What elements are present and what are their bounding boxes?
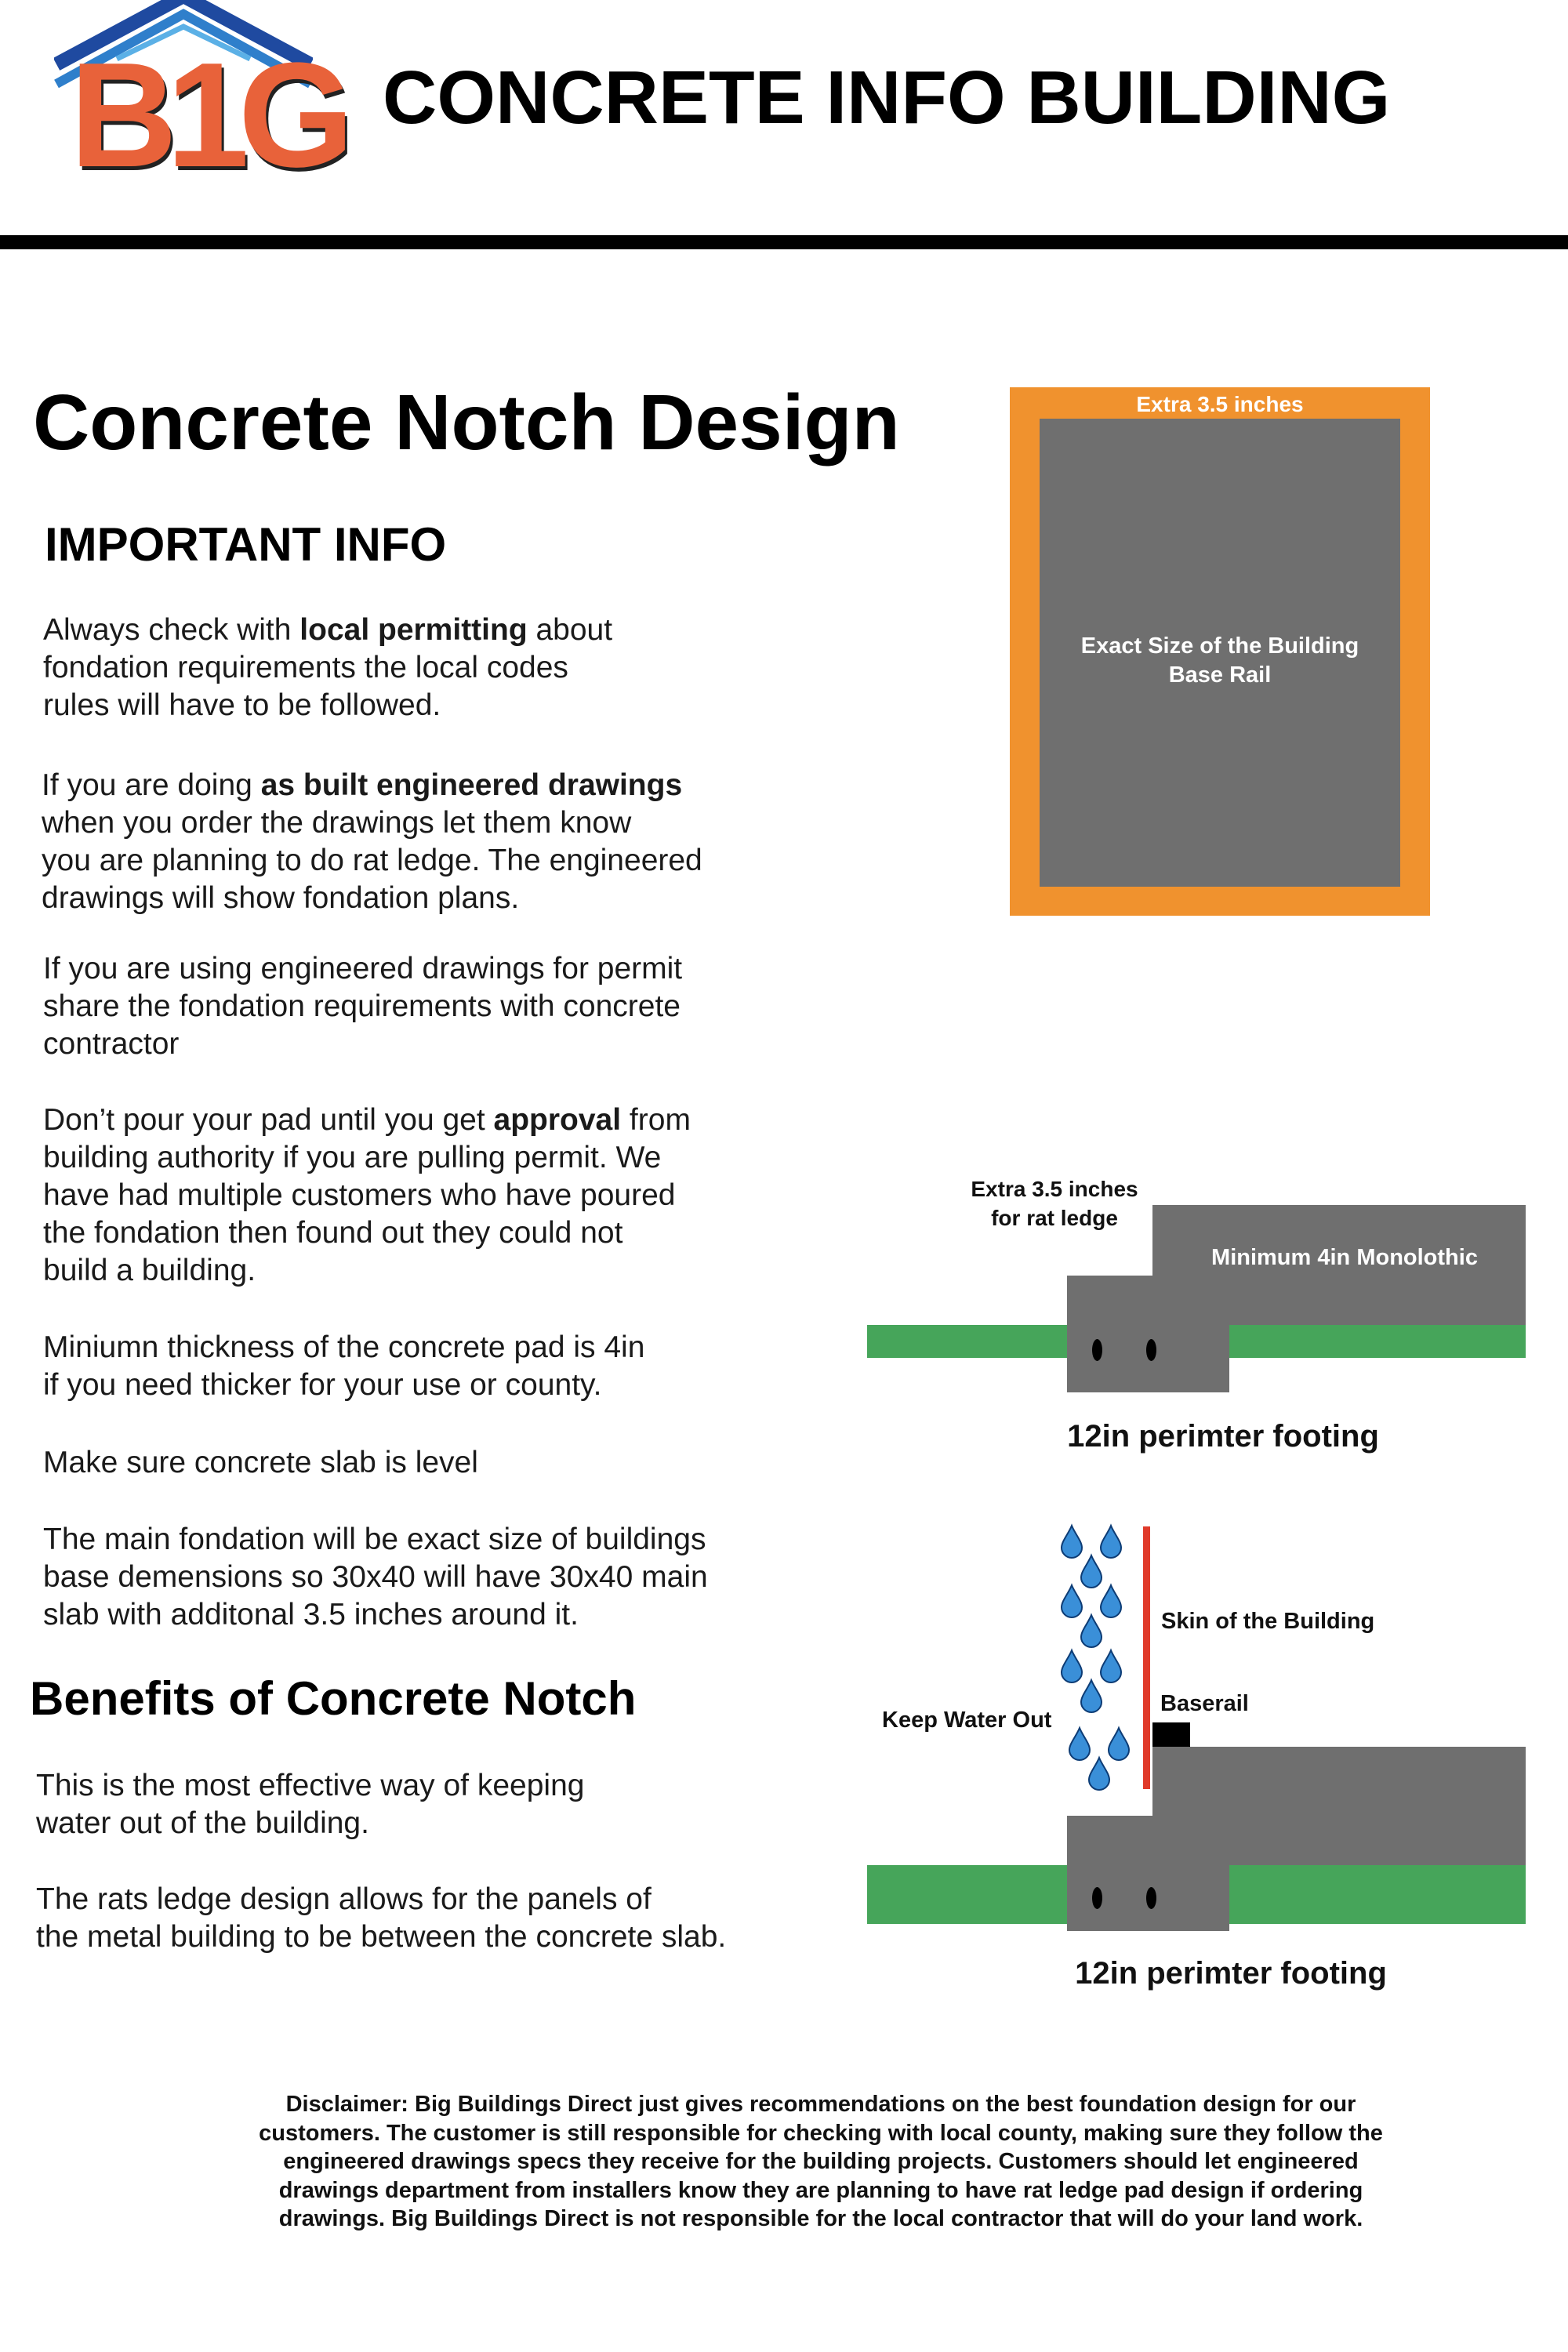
pad-inner-label: Exact Size of the Building Base Rail: [1080, 633, 1359, 688]
text: from building authority if you are pulling permit. We have had multiple customers who have poured the fondation then found out they could not build a building.: [43, 1103, 691, 1287]
water-drop-icon: [1069, 1728, 1090, 1760]
water-drop-icon: [1101, 1526, 1121, 1558]
water-drop-icon: [1081, 1555, 1102, 1588]
text: when you order the drawings let them know you are planning to do rat ledge. The engineered drawings will show fondation plans.: [42, 806, 702, 915]
info-paragraph: [43, 950, 682, 1063]
info-paragraph: [43, 1329, 644, 1404]
header-divider: [0, 235, 1568, 249]
footing-caption: 12in perimter footing: [1067, 1419, 1379, 1454]
perimeter-footing: [1067, 1816, 1229, 1931]
page-title: Concrete Notch Design: [33, 379, 900, 466]
skin-label: Skin of the Building: [1161, 1609, 1375, 1634]
logo-text: B1G: [70, 32, 343, 198]
rat-ledge-label: Extra 3.5 inches for rat ledge: [971, 1177, 1138, 1230]
text: Make sure concrete slab is level: [43, 1446, 478, 1479]
rebar-dot: [1092, 1339, 1102, 1361]
water-drop-icon: [1062, 1526, 1082, 1558]
water-drop-icon: [1109, 1728, 1129, 1760]
emphasis: local permitting: [299, 613, 528, 647]
text: If you are using engineered drawings for permit share the fondation requirements with concrete contractor: [43, 952, 683, 1061]
water-drop-icon: [1081, 1615, 1102, 1647]
text: about fondation requirements the local codes rules will have to be followed.: [43, 613, 613, 722]
header-title: CONCRETE INFO BUILDING: [383, 56, 1391, 140]
slab-label: Minimum 4in Monolothic: [1211, 1245, 1478, 1270]
benefit-paragraph: The rats ledge design allows for the panels of the metal building to be between the concrete slab.: [36, 1882, 727, 1954]
pad-inner-building-area: [1040, 419, 1400, 887]
text: Always check with: [43, 613, 300, 647]
text: Miniumn thickness of the concrete pad is 4in if you need thicker for your use or county.: [43, 1330, 645, 1402]
logo: [54, 0, 343, 198]
benefits-heading: Benefits of Concrete Notch: [30, 1672, 637, 1725]
benefit-paragraph: This is the most effective way of keeping water out of the building.: [36, 1769, 585, 1840]
water-drop-icon: [1101, 1585, 1121, 1617]
text: Don’t pour your pad until you get: [43, 1103, 494, 1137]
disclaimer: Disclaimer: Big Buildings Direct just gives recommendations on the best foundation design for our customers. The customer is still responsible for checking with local county, making sure they follow the engineered drawings specs they receive for the building projects. Customers should let engineered drawings department from installers know they are planning to have rat ledge pad design if ordering drawings. Big Buildings Direct is not responsible for the local contractor that will do your land work.: [259, 2092, 1383, 2231]
emphasis: as built engineered drawings: [260, 768, 683, 802]
water-drop-icon: [1062, 1585, 1082, 1617]
footing-caption: 12in perimter footing: [1075, 1956, 1387, 1991]
emphasis: approval: [493, 1103, 622, 1137]
water-drop-icon: [1101, 1650, 1121, 1682]
water-label: Keep Water Out: [882, 1708, 1052, 1733]
baserail-label: Baserail: [1160, 1691, 1249, 1716]
info-paragraph: [43, 612, 612, 724]
water-drop-icon: [1081, 1680, 1102, 1712]
info-paragraph: [43, 1521, 708, 1634]
text: If you are doing: [42, 768, 261, 802]
building-skin-line: [1143, 1526, 1150, 1789]
baserail: [1152, 1722, 1190, 1747]
water-drop-icon: [1089, 1758, 1109, 1790]
info-paragraph: [43, 1444, 478, 1482]
rebar-dot: [1146, 1887, 1156, 1909]
rebar-dot: [1146, 1339, 1156, 1361]
important-heading: IMPORTANT INFO: [45, 518, 447, 571]
water-drop-icon: [1062, 1650, 1082, 1682]
water-drops: [1051, 1521, 1145, 1803]
pad-outer-label: Extra 3.5 inches: [1136, 392, 1304, 416]
perimeter-footing: [1067, 1276, 1229, 1392]
info-paragraph: [43, 1102, 691, 1290]
text: The main fondation will be exact size of buildings base demensions so 30x40 will have 30x40 main slab with additonal 3.5 inches around it.: [43, 1523, 708, 1632]
rebar-dot: [1092, 1887, 1102, 1909]
info-paragraph: [42, 767, 702, 917]
pad-outer-extra-area: [1010, 387, 1430, 916]
